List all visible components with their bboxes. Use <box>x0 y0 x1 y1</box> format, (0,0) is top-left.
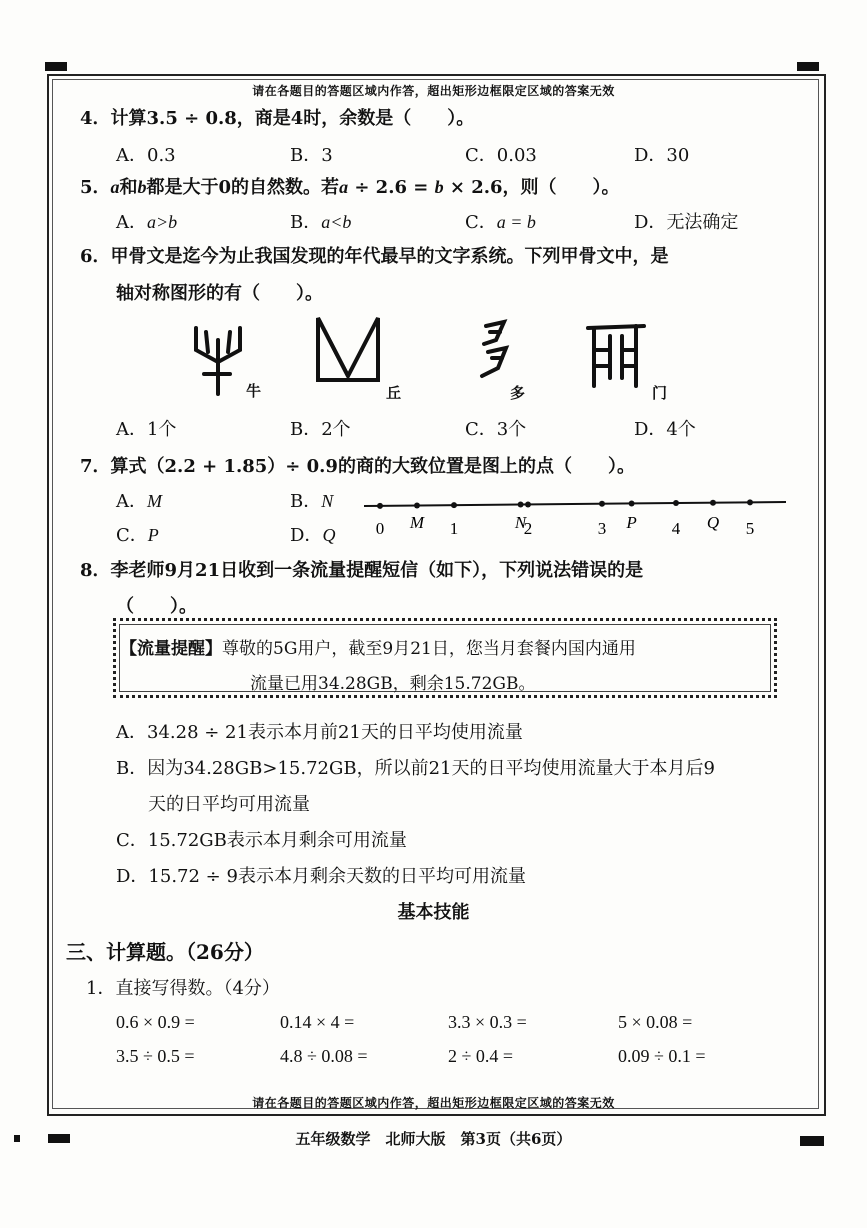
number-line-tick <box>599 501 605 507</box>
number-line-point <box>414 502 420 508</box>
q7-option-d: D．Q <box>290 525 336 546</box>
q6-option-c: C．3个 <box>465 419 527 440</box>
number-line-tick-label: 2 <box>523 519 533 538</box>
calc-item: 0.6 × 0.9 = <box>116 1012 195 1032</box>
calc-item: 2 ÷ 0.4 = <box>448 1046 514 1066</box>
number-line-tick <box>747 499 753 505</box>
question-8-line2: （ ）。 <box>116 596 197 617</box>
number-line-axis <box>364 502 786 506</box>
section-heading-basic: 基本技能 <box>397 902 470 923</box>
q4-option-b: B．3 <box>290 145 333 166</box>
question-7: 7．算式（2.2 + 1.85）÷ 0.9的商的大致位置是图上的点（ ）。 <box>80 456 635 477</box>
q6-option-a: A．1个 <box>116 419 177 440</box>
q5-option-d: D．无法确定 <box>634 212 739 233</box>
section-heading-3: 三、计算题。（26分） <box>66 940 264 964</box>
question-6-line2: 轴对称图形的有（ ）。 <box>116 283 323 304</box>
oracle-ox-icon <box>190 322 250 398</box>
q8-option-b: B．因为34.28GB>15.72GB，所以前21天的日平均使用流量大于本月后9 <box>116 758 715 779</box>
calc-item: 3.3 × 0.3 = <box>448 1012 527 1032</box>
sms-text-line2: 流量已用34.28GB，剩余15.72GB。 <box>250 674 536 694</box>
number-line-tick-label: 0 <box>375 519 385 538</box>
glyph-label-many: 多 <box>510 384 526 402</box>
q5-option-a: A．a>b <box>116 212 178 233</box>
number-line-tick-label: 1 <box>449 519 459 538</box>
number-line-tick-label: 4 <box>671 519 681 538</box>
q5-option-c: C．a = b <box>465 212 536 233</box>
page-footer: 五年级数学 北师大版 第3页（共6页） <box>295 1130 572 1148</box>
glyph-label-ox: 牛 <box>246 382 262 400</box>
q7-option-b: B．N <box>290 491 334 512</box>
number-line-point-label: P <box>626 513 637 532</box>
number-line-point-label: N <box>514 513 527 532</box>
sms-title: 【流量提醒】 <box>120 639 222 659</box>
q7-option-a: A．M <box>116 491 162 512</box>
question-8-line1: 8．李老师9月21日收到一条流量提醒短信（如下），下列说法错误的是 <box>80 560 644 581</box>
registration-mark <box>797 62 819 71</box>
q4-option-d: D．30 <box>634 145 690 166</box>
q8-option-c: C．15.72GB表示本月剩余可用流量 <box>116 830 407 851</box>
question-6-line1: 6．甲骨文是迄今为止我国发现的年代最早的文字系统。下列甲骨文中，是 <box>80 246 669 267</box>
q4-option-a: A．0.3 <box>116 145 176 166</box>
q6-option-b: B．2个 <box>290 419 351 440</box>
number-line-tick <box>451 502 457 508</box>
number-line-tick <box>673 500 679 506</box>
number-line-tick-label: 3 <box>597 519 607 538</box>
number-line-point <box>629 500 635 506</box>
number-line-tick <box>377 503 383 509</box>
q4-option-c: C．0.03 <box>465 145 537 166</box>
question-5: 5．a和b都是大于0的自然数。若a ÷ 2.6 = b × 2.6，则（ ）。 <box>80 177 620 198</box>
q6-option-d: D．4个 <box>634 419 696 440</box>
subquestion-1: 1．直接写得数。（4分） <box>86 978 280 999</box>
calc-item: 0.09 ÷ 0.1 = <box>618 1046 706 1066</box>
q8-option-d: D．15.72 ÷ 9表示本月剩余天数的日平均可用流量 <box>116 866 526 887</box>
q5-option-b: B．a<b <box>290 212 352 233</box>
number-line-tick <box>525 501 531 507</box>
calc-item: 0.14 × 4 = <box>280 1012 355 1032</box>
glyph-label-hill: 丘 <box>386 384 402 402</box>
bottom-notice: 请在各题目的答题区域内作答，超出矩形边框限定区域的答案无效 <box>252 1096 615 1110</box>
top-notice: 请在各题目的答题区域内作答，超出矩形边框限定区域的答案无效 <box>252 84 615 98</box>
calc-item: 3.5 ÷ 0.5 = <box>116 1046 195 1066</box>
q7-option-c: C．P <box>116 525 159 546</box>
question-4: 4．计算3.5 ÷ 0.8，商是4时，余数是（ ）。 <box>80 108 475 129</box>
q8-option-b-cont: 天的日平均可用流量 <box>148 794 310 815</box>
calc-item: 5 × 0.08 = <box>618 1012 693 1032</box>
calc-item: 4.8 ÷ 0.08 = <box>280 1046 368 1066</box>
oracle-many-icon <box>474 318 514 388</box>
q8-option-a: A．34.28 ÷ 21表示本月前21天的日平均使用流量 <box>116 722 523 743</box>
oracle-hill-icon <box>312 314 384 386</box>
registration-mark <box>45 62 67 71</box>
number-line-tick-label: 5 <box>745 519 755 538</box>
number-line-point-label: M <box>409 513 425 532</box>
number-line-point <box>518 502 524 508</box>
sms-text-line1: 【流量提醒】尊敬的5G用户，截至9月21日，您当月套餐内国内通用 <box>120 639 636 659</box>
number-line-point-label: Q <box>706 513 720 532</box>
number-line-point <box>710 500 716 506</box>
oracle-door-icon <box>584 320 648 390</box>
number-line <box>360 490 790 540</box>
glyph-label-door: 门 <box>652 384 668 402</box>
